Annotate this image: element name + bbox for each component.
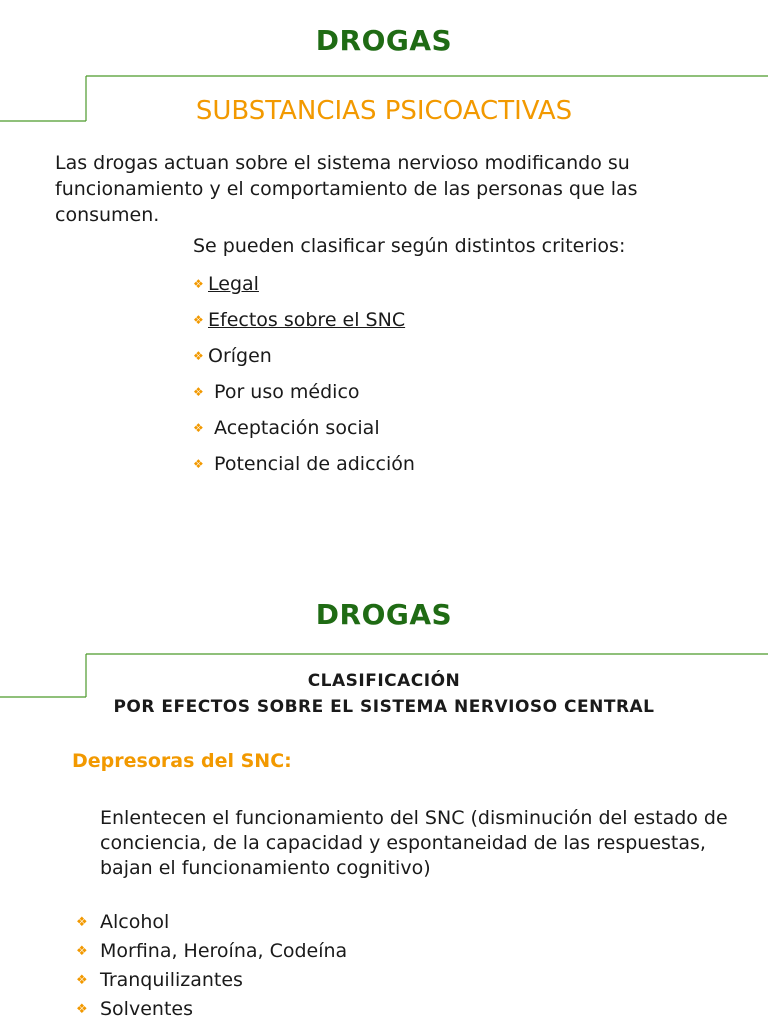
description-paragraph: Enlentecen el funcionamiento del SNC (disminución del estado de conciencia, de la capacidad y espontaneidad de las respuestas, bajan el funcionamiento cognitivo) xyxy=(100,807,728,879)
list-item xyxy=(76,908,347,937)
diamond-bullet-icon: ❖ xyxy=(193,349,204,363)
heading-line-1: CLASIFICACIÓN xyxy=(307,671,461,691)
heading-line-2: POR EFECTOS SOBRE EL SISTEMA NERVIOSO CENTRAL xyxy=(113,697,655,717)
list-item xyxy=(76,937,347,966)
list-item xyxy=(76,995,347,1024)
criteria-label: Orígen xyxy=(208,345,272,367)
criteria-intro: Se pueden clasificar según distintos criterios: xyxy=(193,235,626,257)
slide-2 xyxy=(0,580,768,1024)
diamond-bullet-icon: ❖ xyxy=(76,944,88,959)
intro-paragraph: Las drogas actuan sobre el sistema nervioso modificando su funcionamiento y el comportamiento de las personas que las consumen. xyxy=(55,152,638,226)
criteria-label: Por uso médico xyxy=(208,381,360,403)
criteria-item xyxy=(193,446,415,482)
classification-heading xyxy=(0,668,768,720)
diamond-bullet-icon: ❖ xyxy=(76,915,88,930)
criteria-item xyxy=(193,374,415,410)
diamond-bullet-icon: ❖ xyxy=(193,385,204,399)
section-title: Depresoras del SNC: xyxy=(72,750,292,772)
list-item-label: Solventes xyxy=(100,998,193,1020)
substances-list xyxy=(76,908,347,1024)
criteria-item xyxy=(193,338,415,374)
diamond-bullet-icon: ❖ xyxy=(76,1002,88,1017)
criteria-label: Aceptación social xyxy=(208,417,380,439)
diamond-bullet-icon: ❖ xyxy=(193,457,204,471)
slide-title: DROGAS xyxy=(315,24,453,57)
list-item xyxy=(76,966,347,995)
criteria-item xyxy=(193,302,415,338)
criteria-label: Potencial de adicción xyxy=(208,453,415,475)
list-item-label: Alcohol xyxy=(100,911,170,933)
criteria-link-efectos[interactable]: Efectos sobre el SNC xyxy=(208,309,406,331)
diamond-bullet-icon: ❖ xyxy=(193,277,204,291)
list-item-label: Morfina, Heroína, Codeína xyxy=(100,940,348,962)
criteria-item xyxy=(193,410,415,446)
slide-title: DROGAS xyxy=(315,598,453,631)
criteria-link-legal[interactable]: Legal xyxy=(208,273,259,295)
criteria-list xyxy=(193,266,415,482)
diamond-bullet-icon: ❖ xyxy=(76,973,88,988)
diamond-bullet-icon: ❖ xyxy=(193,421,204,435)
slide-subtitle: SUBSTANCIAS PSICOACTIVAS xyxy=(195,96,573,126)
list-item-label: Tranquilizantes xyxy=(100,969,243,991)
diamond-bullet-icon: ❖ xyxy=(193,313,204,327)
criteria-item xyxy=(193,266,415,302)
